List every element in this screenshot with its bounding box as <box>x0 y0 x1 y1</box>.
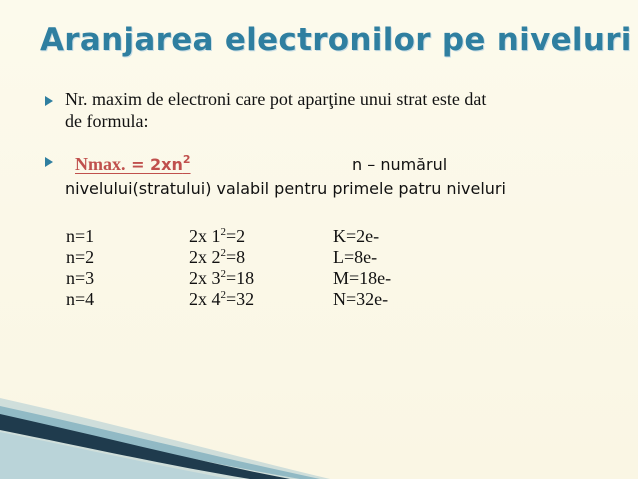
decorative-swoosh <box>0 370 638 479</box>
intro-line-2: de formula: <box>65 111 149 131</box>
formula-row <box>65 153 219 175</box>
slide-title: Aranjarea electronilor pe niveluri <box>40 22 632 58</box>
level-calc: 2x $3^2=18$ <box>189 268 255 288</box>
level-n: n=1 <box>66 226 95 246</box>
triangle-right-icon <box>44 157 54 167</box>
formula-prefix: Nmax. <box>75 154 126 174</box>
nmax-formula <box>65 154 219 174</box>
level-n: n=4 <box>66 289 95 309</box>
n-definition-part-1: n – numărul <box>352 155 448 174</box>
level-calc: 2x $2^2=8$ <box>189 247 246 267</box>
formula-equation: = 2xn <box>125 155 183 174</box>
triangle-right-icon <box>44 96 54 106</box>
level-n: n=3 <box>66 268 95 288</box>
level-shell: M=18e- <box>333 268 392 288</box>
n-definition-part-2: nivelului(stratului) valabil pentru primele patru niveluri <box>65 179 506 198</box>
level-calc: 2x $1^2=2$ <box>189 226 246 246</box>
formula-exponent: 2 <box>182 153 191 166</box>
bullet-text-formula-intro <box>65 88 605 132</box>
level-shell: K=2e- <box>333 226 380 246</box>
level-calc: 2x $4^2=32$ <box>189 289 255 309</box>
level-shell: L=8e- <box>333 247 378 267</box>
level-shell: N=32e- <box>333 289 389 309</box>
intro-line-1: Nr. maxim de electroni care pot aparţine unui strat este dat <box>65 89 487 109</box>
level-n: n=2 <box>66 247 95 267</box>
